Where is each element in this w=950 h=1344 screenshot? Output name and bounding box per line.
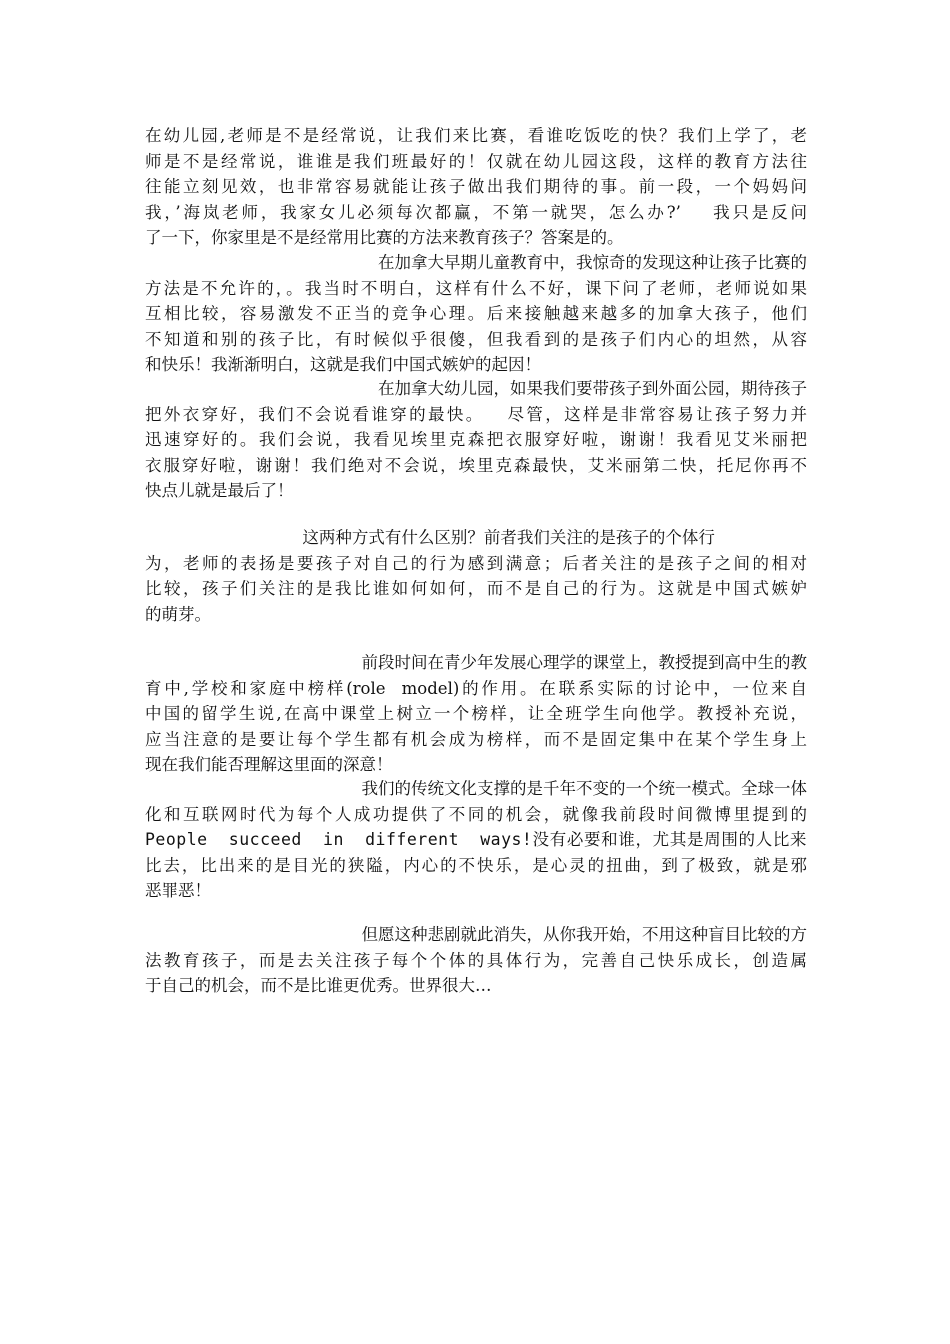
text-line: 和快乐！我渐渐明白，这就是我们中国式嫉妒的起因！ xyxy=(145,355,541,374)
text-line: 现在我们能否理解这里面的深意！ xyxy=(145,755,393,774)
paragraph-difference xyxy=(145,525,807,627)
paragraph-kindergarten-example xyxy=(145,376,807,504)
text-line: 比较，孩子们关注的是我比谁如何如何，而不是自己的行为。这就是中国式嫉妒 xyxy=(145,579,807,598)
text-line: 前段时间在青少年发展心理学的课堂上，教授提到高中生的教 xyxy=(225,653,807,672)
text-line: 育中,学校和家庭中榜样(role model)的作用。在联系实际的讨论中，一位来自 xyxy=(145,678,807,698)
paragraph-canada-early-education xyxy=(145,250,807,378)
text-line: 互相比较，容易激发不正当的竞争心理。后来接触越来越多的加拿大孩子，他们 xyxy=(145,304,807,323)
paragraph-conclusion xyxy=(145,922,807,999)
text-line: 比去，比出来的是目光的狭隘，内心的不快乐，是心灵的扭曲，到了极致，就是邪 xyxy=(145,855,807,875)
text-line: 我们的传统文化支撑的是千年不变的一个统一模式。全球一体 xyxy=(225,779,807,798)
text-line: 在幼儿园,老师是不是经常说，让我们来比赛，看谁吃饭吃的快？我们上学了，老 xyxy=(145,126,807,145)
text-line: 的萌芽。 xyxy=(145,604,211,624)
paragraph-traditional-culture xyxy=(145,776,807,904)
text-line: 化和互联网时代为每个人成功提供了不同的机会，就像我前段时间微博里提到的 xyxy=(145,804,807,824)
text-line: 我，’海岚老师，我家女儿必须每次都赢，不第一就哭，怎么办?’ 我只是反问 xyxy=(145,202,807,222)
text-line: 迅速穿好的。我们会说，我看见埃里克森把衣服穿好啦，谢谢！我看见艾米丽把 xyxy=(145,430,807,449)
text-line: 师是不是经常说，谁谁是我们班最好的！仅就在幼儿园这段，这样的教育方法往 xyxy=(145,151,807,171)
text-line: 方法是不允许的，。我当时不明白，这样有什么不好，课下问了老师，老师说如果 xyxy=(145,278,807,298)
text-line: 这两种方式有什么区别？前者我们关注的是孩子的个体行 xyxy=(145,528,715,547)
text-line: 往能立刻见效，也非常容易就能让孩子做出我们期待的事。前一段，一个妈妈问 xyxy=(145,177,807,196)
text-line: 但愿这种悲剧就此消失，从你我开始，不用这种盲目比较的方 xyxy=(225,925,807,944)
text-line: 在加拿大幼儿园，如果我们要带孩子到外面公园，期待孩子 xyxy=(220,379,807,398)
paragraph-competition-intro xyxy=(145,123,807,251)
text-line: 为，老师的表扬是要孩子对自己的行为感到满意；后者关注的是孩子之间的相对 xyxy=(145,553,807,573)
text-line: 于自己的机会，而不是比谁更优秀。世界很大… xyxy=(145,976,492,995)
paragraph-role-model xyxy=(145,650,807,778)
text-line: 了一下，你家里是不是经常用比赛的方法来教育孩子？答案是的。 xyxy=(145,228,624,247)
text-line: 恶罪恶！ xyxy=(145,881,211,900)
text-line: 快点儿就是最后了！ xyxy=(145,481,294,500)
text-line: 不知道和别的孩子比，有时候似乎很傻，但我看到的是孩子们内心的坦然，从容 xyxy=(145,329,807,349)
text-line: 法教育孩子，而是去关注孩子每个个体的具体行为，完善自己快乐成长，创造属 xyxy=(145,950,807,970)
text-line: 在加拿大早期儿童教育中，我惊奇的发现这种让孩子比赛的 xyxy=(220,253,807,272)
text-line: 衣服穿好啦，谢谢！我们绝对不会说，埃里克森最快，艾米丽第二快，托尼你再不 xyxy=(145,455,807,475)
text-line: 应当注意的是要让每个学生都有机会成为榜样，而不是固定集中在某个学生身上 xyxy=(145,729,807,749)
text-line: 中国的留学生说,在高中课堂上树立一个榜样，让全班学生向他学。教授补充说， xyxy=(145,704,807,723)
text-line: People succeed in different ways!没有必要和谁，尤其是周围的人比来 xyxy=(145,830,807,849)
text-line: 把外衣穿好，我们不会说看谁穿的最快。 尽管，这样是非常容易让孩子努力并 xyxy=(145,404,807,424)
